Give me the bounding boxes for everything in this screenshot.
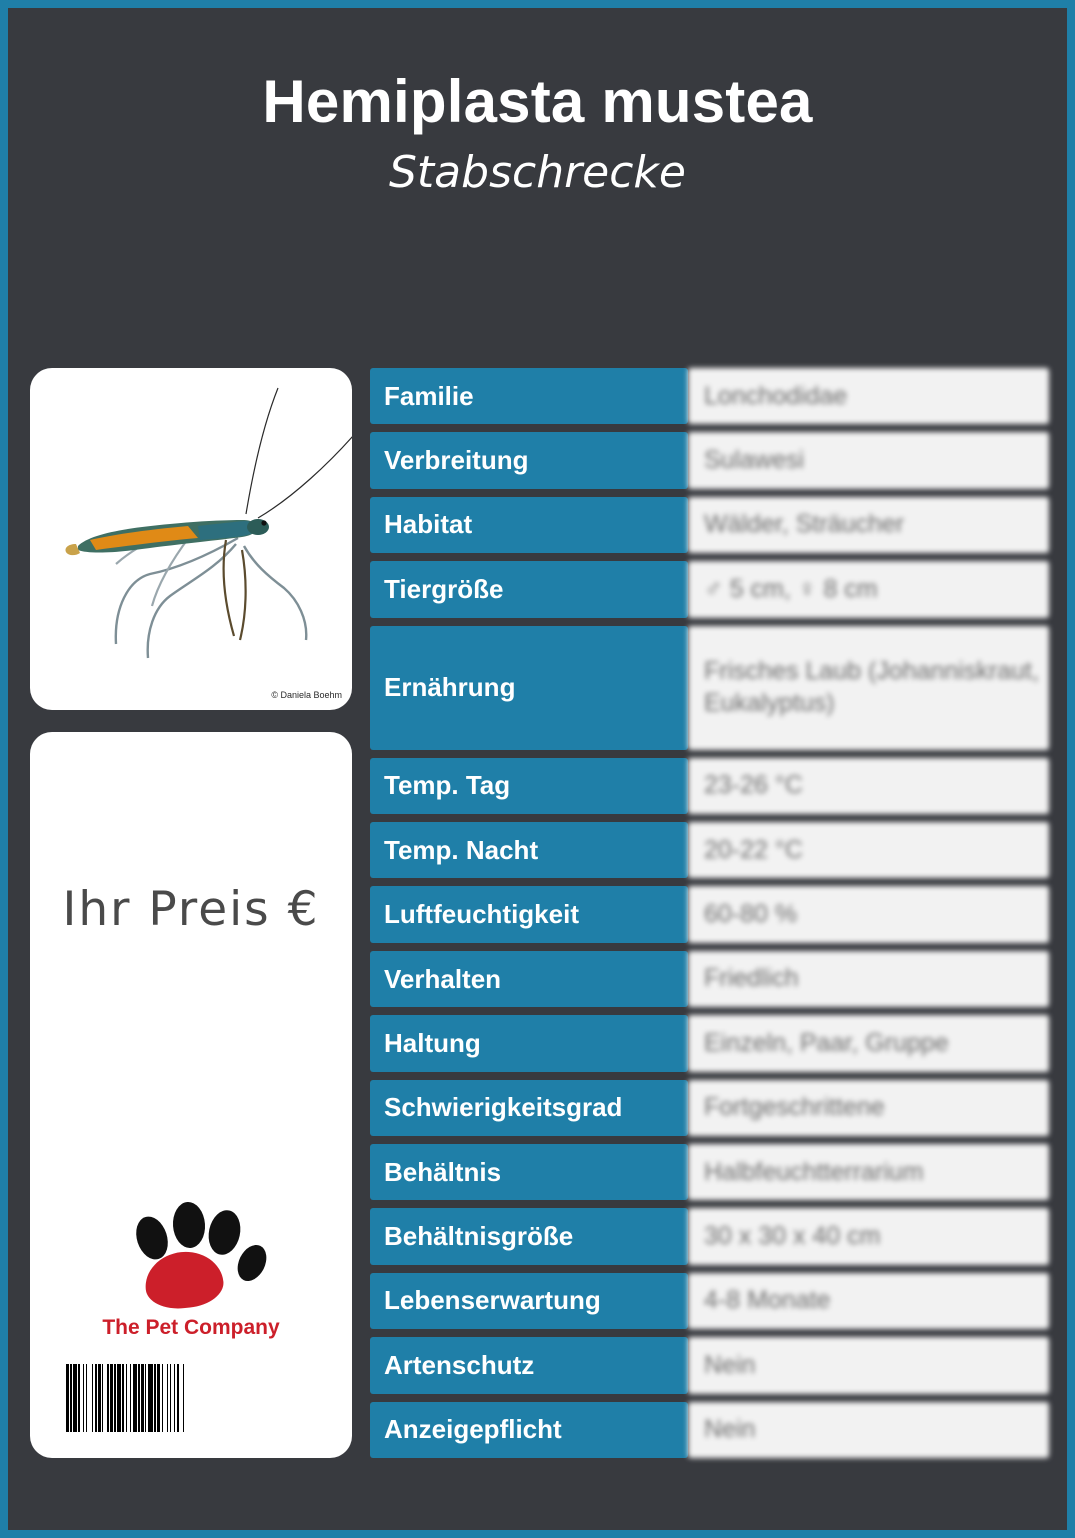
brand-name: The Pet Company	[102, 1316, 280, 1339]
content-area	[8, 368, 1067, 1458]
barcode	[66, 1364, 316, 1432]
species-photo-card	[30, 368, 352, 710]
table-row	[370, 822, 1049, 878]
table-row	[370, 1273, 1049, 1329]
company-logo	[30, 1200, 352, 1340]
table-row	[370, 1080, 1049, 1136]
table-row-key: Familie	[370, 368, 688, 424]
table-row-value: 60-80 %	[688, 886, 1049, 942]
table-row	[370, 1015, 1049, 1071]
table-row-value: Wälder, Sträucher	[688, 497, 1049, 553]
table-row-key: Haltung	[370, 1015, 688, 1071]
table-row-key: Verhalten	[370, 951, 688, 1007]
paw-print-icon	[111, 1200, 271, 1310]
table-row-value: 4-8 Monate	[688, 1273, 1049, 1329]
table-row-value: Halbfeuchtterrarium	[688, 1144, 1049, 1200]
table-row-key: Behältnis	[370, 1144, 688, 1200]
table-row-key: Temp. Tag	[370, 758, 688, 814]
table-row	[370, 951, 1049, 1007]
table-row-value: Nein	[688, 1402, 1049, 1458]
table-row-key: Artenschutz	[370, 1337, 688, 1393]
table-row-value: ♂ 5 cm, ♀ 8 cm	[688, 561, 1049, 617]
page-subtitle: Stabschrecke	[389, 147, 686, 198]
table-row-key: Temp. Nacht	[370, 822, 688, 878]
table-row-key: Tiergröße	[370, 561, 688, 617]
table-row	[370, 1208, 1049, 1264]
table-row-key: Behältnisgröße	[370, 1208, 688, 1264]
table-row-value: Nein	[688, 1337, 1049, 1393]
table-row-value: 20-22 °C	[688, 822, 1049, 878]
left-column	[30, 368, 352, 1458]
table-row	[370, 432, 1049, 488]
table-row	[370, 1144, 1049, 1200]
species-info-table	[370, 368, 1049, 1458]
label-inner-panel	[8, 8, 1067, 1530]
price-card	[30, 732, 352, 1458]
table-row-value: Friedlich	[688, 951, 1049, 1007]
table-row	[370, 626, 1049, 750]
stick-insect-illustration	[30, 368, 352, 710]
table-row	[370, 497, 1049, 553]
table-row-key: Schwierigkeitsgrad	[370, 1080, 688, 1136]
header	[8, 8, 1067, 198]
right-column	[370, 368, 1049, 1458]
table-row-key: Lebenserwartung	[370, 1273, 688, 1329]
table-row-value: 23-26 °C	[688, 758, 1049, 814]
photo-credit: © Daniela Boehm	[271, 690, 342, 700]
table-row-value: Lonchodidae	[688, 368, 1049, 424]
table-row	[370, 561, 1049, 617]
table-row	[370, 1337, 1049, 1393]
table-row	[370, 368, 1049, 424]
table-row-value: Einzeln, Paar, Gruppe	[688, 1015, 1049, 1071]
page-title: Hemiplasta mustea	[262, 68, 813, 135]
table-row	[370, 1402, 1049, 1458]
table-row-key: Luftfeuchtigkeit	[370, 886, 688, 942]
price-label: Ihr Preis €	[62, 882, 320, 937]
table-row-key: Verbreitung	[370, 432, 688, 488]
table-row	[370, 886, 1049, 942]
table-row	[370, 758, 1049, 814]
table-row-key: Habitat	[370, 497, 688, 553]
table-row-value: Frisches Laub (Johanniskraut, Eukalyptus)	[688, 626, 1049, 750]
table-row-key: Ernährung	[370, 626, 688, 750]
table-row-key: Anzeigepflicht	[370, 1402, 688, 1458]
table-row-value: Sulawesi	[688, 432, 1049, 488]
table-row-value: 30 x 30 x 40 cm	[688, 1208, 1049, 1264]
table-row-value: Fortgeschrittene	[688, 1080, 1049, 1136]
